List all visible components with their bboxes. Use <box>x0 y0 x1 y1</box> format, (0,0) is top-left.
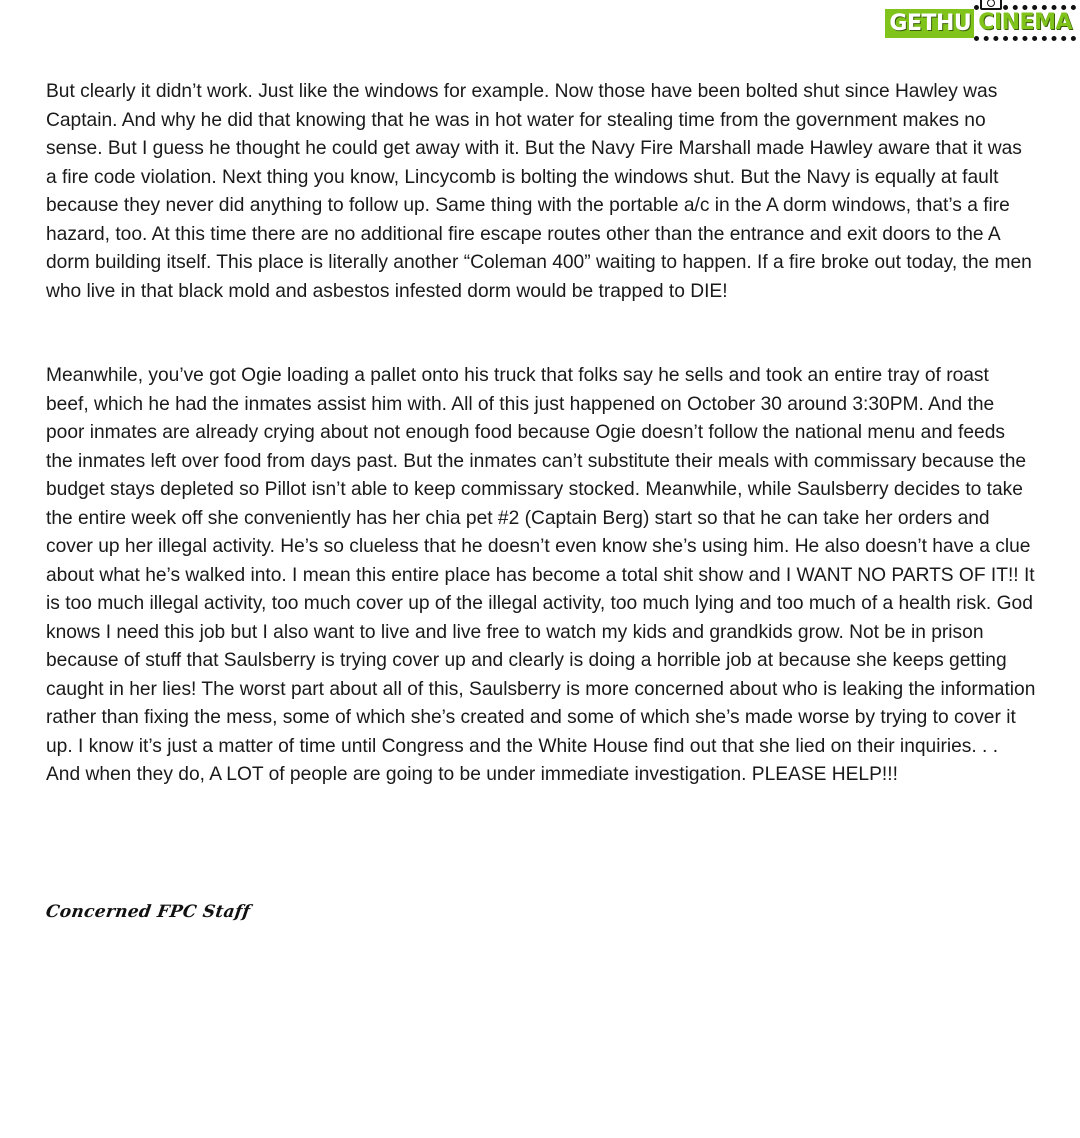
paragraph-2: Meanwhile, you’ve got Ogie loading a pallet onto his truck that folks say he sells and took an entire tray of roast beef, which he had the inmates assist him with. All of this just happened on October 30 around 3:30PM. And the poor inmates are already crying about not enough food because Ogie doesn’t follow the national menu and feeds the inmates left over food from days past. But the inmates can’t substitute their meals with commissary because the budget stays depleted so Pillot isn’t able to keep commissary stocked. Meanwhile, while Saulsberry decides to take the entire week off she conveniently has her chia pet #2 (Captain Berg) start so that he can take her orders and cover up her illegal activity. He’s so clueless that he doesn’t even know she’s using him. He also doesn’t have a clue about what he’s walked into. I mean this entire place has become a total shit show and I WANT NO PARTS OF IT!! It is too much illegal activity, too much cover up of the illegal activity, too much lying and too much of a health risk. God knows I need this job but I also want to live and live free to watch my kids and grandkids grow. Not be in prison because of stuff that Saulsberry is trying cover up and clearly is doing a horrible job at because she keeps getting caught in her lies! The worst part about all of this, Saulsberry is more concerned about who is leaking the information rather than fixing the mess, some of which she’s created and some of which she’s made worse by trying to cover it up. I know it’s just a matter of time until Congress and the White House find out that she lied on their inquiries. . . And when they do, A LOT of people are going to be under immediate investigation. PLEASE HELP!!! <box>46 365 1036 785</box>
watermark-logo <box>885 4 1076 42</box>
document-body <box>46 78 1036 790</box>
watermark-left-text: GETHU <box>885 9 974 38</box>
camera-icon <box>980 0 1002 10</box>
signature: Concerned FPC Staff <box>44 902 252 922</box>
watermark-right-label: CINEMA <box>978 10 1072 35</box>
paragraph-1: But clearly it didn’t work. Just like the windows for example. Now those have been bolted shut since Hawley was Captain. And why he did that knowing that he was in hot water for stealing time from the government makes no sense. But I guess he thought he could get away with it. But the Navy Fire Marshall made Hawley aware that it was a fire code violation. Next thing you know, Lincycomb is bolting the windows shut. But the Navy is equally at fault because they never did anything to follow up. Same thing with the portable a/c in the A dorm windows, that’s a fire hazard, too. At this time there are no additional fire escape routes other than the entrance and exit doors to the A dorm building itself. This place is literally another “Coleman 400” waiting to happen. If a fire broke out today, the men who live in that black mold and asbestos infested dorm would be trapped to DIE! <box>46 81 1032 302</box>
watermark-right-text <box>974 5 1076 41</box>
